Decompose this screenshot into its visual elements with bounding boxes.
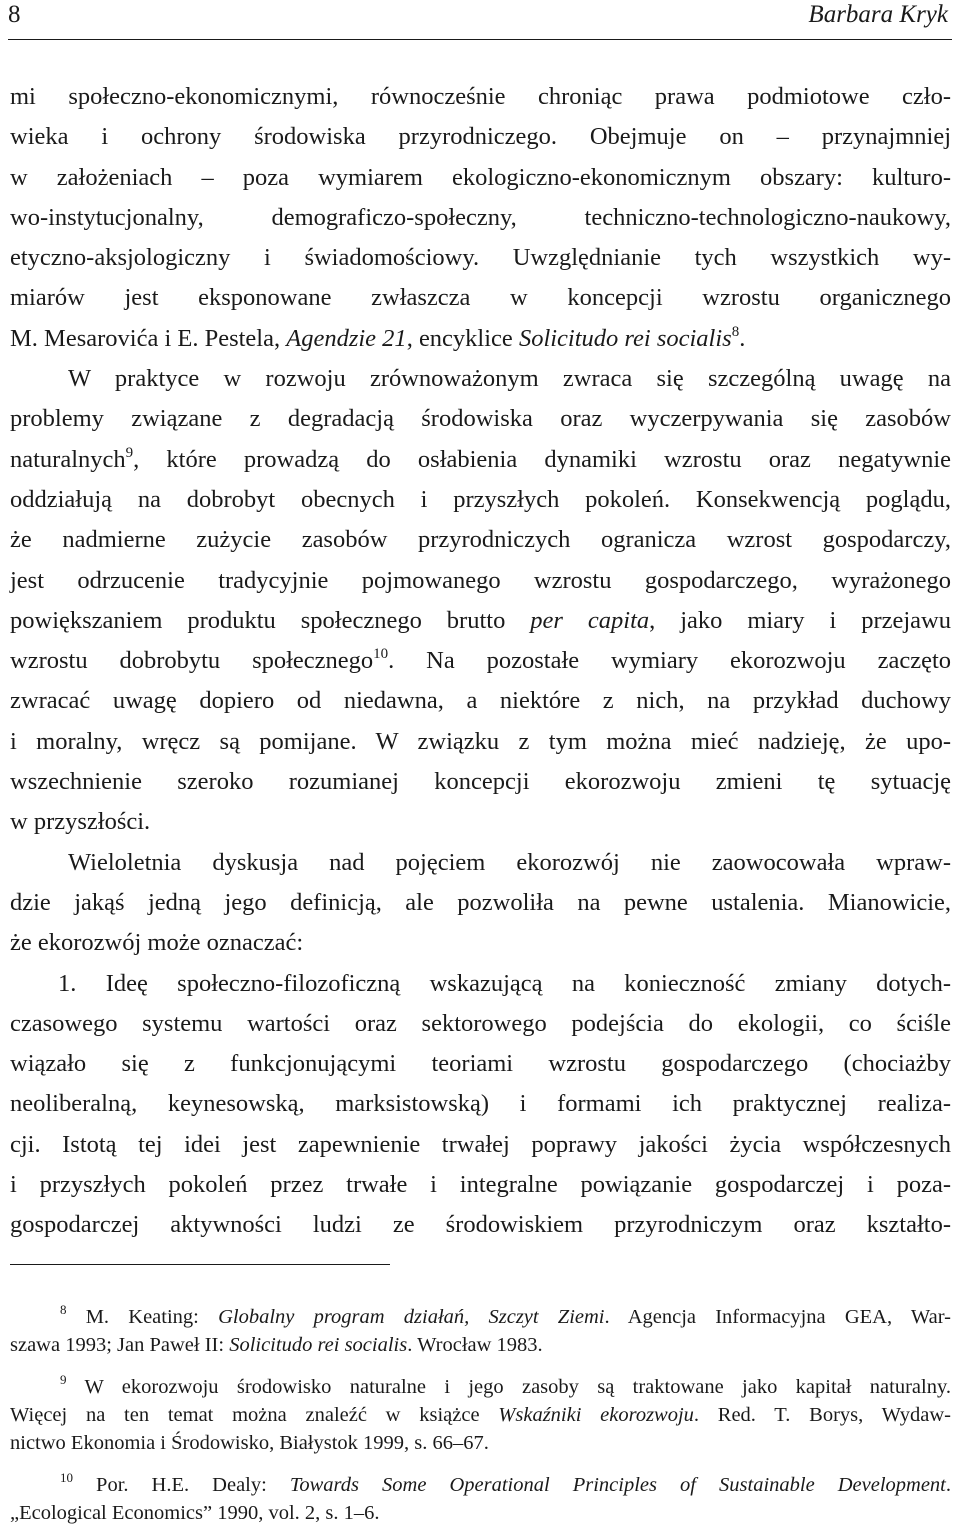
footnote-8 bbox=[10, 1303, 951, 1359]
text-line bbox=[10, 641, 951, 681]
text-line: mi społeczno-ekonomicznymi, równocześnie chroniąc prawa podmiotowe czło- bbox=[10, 83, 951, 110]
text-run: . bbox=[739, 324, 746, 352]
text-run: , które prowadzą do osłabienia dynamiki wzrostu oraz negatywnie bbox=[133, 445, 951, 473]
italic-title: Towards Some Operational Principles of Sustainable Development bbox=[289, 1474, 946, 1496]
footnote-number: 10 bbox=[60, 1470, 73, 1485]
footnote-9 bbox=[10, 1373, 951, 1457]
paragraph-1 bbox=[10, 77, 951, 359]
footnote-number: 8 bbox=[60, 1302, 67, 1317]
text-line: że nadmierne zużycie zasobów przyrodniczych ogranicza wzrost gospodarczy, bbox=[10, 526, 951, 554]
text-line: w przyszłości. bbox=[10, 808, 151, 836]
running-header bbox=[8, 0, 952, 30]
text-run: . Na pozostałe wymiary ekorozwoju zaczęto bbox=[388, 647, 951, 675]
footnotes bbox=[10, 1303, 951, 1527]
text-line: w założeniach – poza wymiarem ekologiczno-ekonomicznym obszary: kulturo- bbox=[10, 163, 951, 191]
text-line bbox=[10, 601, 951, 641]
header-rule bbox=[8, 39, 952, 40]
text-line: gospodarczej aktywności ludzi ze środowiskiem przyrodniczym oraz kształto- bbox=[10, 1211, 951, 1239]
text-run: . Wrocław 1983. bbox=[407, 1334, 543, 1356]
text-line: jest odrzucenie tradycyjnie pojmowanego wzrostu gospodarczego, wyrażonego bbox=[10, 566, 951, 594]
text-line: etyczno-aksjologiczny i świadomościowy. Uwzględnianie tych wszystkich wy- bbox=[10, 244, 951, 272]
text-run: M. Mesarovića i E. Pestela, bbox=[10, 324, 287, 352]
footnote-line bbox=[10, 1373, 951, 1401]
text-run: Por. H.E. Dealy: bbox=[73, 1474, 290, 1496]
header-author: Barbara Kryk bbox=[808, 1, 948, 28]
text-run: Więcej na ten temat można znaleźć w książce bbox=[10, 1404, 499, 1426]
text-line: Wieloletnia dyskusja nad pojęciem ekorozwój nie zaowocowała wpraw- bbox=[68, 848, 951, 876]
text-line bbox=[10, 319, 951, 359]
text-line: problemy związane z degradacją środowiska oraz wyczerpywania się zasobów bbox=[10, 405, 951, 433]
page-number: 8 bbox=[8, 1, 21, 28]
text-run: naturalnych bbox=[10, 445, 126, 473]
text-line: wszechnienie szeroko rozumianej koncepcji ekorozwoju zmieni tę sytuację bbox=[10, 768, 951, 796]
text-line: oddziałują na dobrobyt obecnych i przyszłych pokoleń. Konsekwencją poglądu, bbox=[10, 485, 951, 513]
body-text bbox=[10, 77, 951, 1246]
italic-phrase: per capita bbox=[530, 606, 650, 634]
text-line: dzie jakąś jedną jego definicją, ale pozwoliła na pewne ustalenia. Mianowicie, bbox=[10, 888, 951, 916]
italic-title: Globalny program działań, Szczyt Ziemi bbox=[218, 1306, 605, 1328]
text-line: wiązało się z funkcjonującymi teoriami wzrostu gospodarczego (chociażby bbox=[10, 1050, 951, 1078]
text-line: miarów jest eksponowane zwłaszcza w koncepcji wzrostu organicznego bbox=[10, 284, 951, 312]
text-run: . Agencja Informacyjna GEA, War- bbox=[604, 1306, 951, 1328]
text-line: i moralny, wręcz są pomijane. W związku z tym można mieć nadzieję, że upo- bbox=[10, 727, 951, 755]
text-run: W ekorozwoju środowisko naturalne i jego zasoby są traktowane jako kapitał naturalny. bbox=[66, 1376, 951, 1398]
footnote-line bbox=[10, 1331, 951, 1359]
paragraph-2 bbox=[10, 359, 951, 843]
paragraph-3 bbox=[10, 843, 951, 964]
text-run: , jako miary i przejawu bbox=[649, 606, 951, 634]
text-line: wieka i ochrony środowiska przyrodniczego. Obejmuje on – przynajmniej bbox=[10, 123, 951, 151]
footnote-line bbox=[10, 1401, 951, 1429]
italic-title: Wskaźniki ekorozwoju bbox=[498, 1404, 694, 1426]
footnote-line: „Ecological Economics” 1990, vol. 2, s. 1–6. bbox=[10, 1502, 380, 1524]
footnote-spacer bbox=[10, 1457, 951, 1471]
footnote-ref-8: 8 bbox=[731, 323, 740, 340]
text-run: . Red. T. Borys, Wydaw- bbox=[693, 1404, 951, 1426]
text-line: zwracać uwagę dopiero od niedawna, a niektóre z nich, na przykład duchowy bbox=[10, 687, 951, 715]
text-line: i przyszłych pokoleń przez trwałe i integralne powiązanie gospodarczej i poza- bbox=[10, 1171, 951, 1199]
footnote-ref-10: 10 bbox=[373, 646, 389, 663]
text-run: powiększaniem produktu społecznego brutto bbox=[10, 606, 531, 634]
footnote-line bbox=[10, 1303, 951, 1331]
italic-title: Solicitudo rei socialis bbox=[229, 1334, 408, 1356]
text-run: szawa 1993; Jan Paweł II: bbox=[10, 1334, 230, 1356]
text-line: cji. Istotą tej idei jest zapewnienie trwałej poprawy jakości życia współczesnych bbox=[10, 1130, 951, 1158]
italic-title: Agendzie 21 bbox=[286, 324, 407, 352]
numbered-item-1 bbox=[10, 964, 951, 1246]
footnote-10 bbox=[10, 1471, 951, 1527]
text-line: że ekorozwój może oznaczać: bbox=[10, 929, 304, 957]
text-line: 1. Ideę społeczno-filozoficzną wskazującą na konieczność zmiany dotych- bbox=[58, 969, 951, 997]
text-run: M. Keating: bbox=[66, 1306, 219, 1328]
text-line bbox=[10, 440, 951, 480]
text-line: neoliberalną, keynesowską, marksistowską) i formami ich praktycznej realiza- bbox=[10, 1090, 951, 1118]
text-line: wo-instytucjonalny, demograficzo-społeczny, techniczno-technologiczno-naukowy, bbox=[10, 203, 951, 231]
footnote-ref-9: 9 bbox=[125, 444, 134, 461]
text-line: czasowego systemu wartości oraz sektorowego podejścia do ekologii, co ściśle bbox=[10, 1009, 951, 1037]
footnote-number: 9 bbox=[60, 1372, 67, 1387]
footnote-spacer bbox=[10, 1359, 951, 1373]
text-run: . bbox=[945, 1474, 951, 1496]
text-run: wzrostu dobrobytu społecznego bbox=[10, 647, 374, 675]
italic-title: Solicitudo rei socialis bbox=[518, 324, 732, 352]
text-run: , encyklice bbox=[406, 324, 519, 352]
footnote-line: nictwo Ekonomia i Środowisko, Białystok 1999, s. 66–67. bbox=[10, 1432, 489, 1454]
footnote-line bbox=[10, 1471, 951, 1499]
text-line: W praktyce w rozwoju zrównoważonym zwraca się szczególną uwagę na bbox=[68, 365, 951, 393]
footnote-rule bbox=[10, 1264, 390, 1265]
